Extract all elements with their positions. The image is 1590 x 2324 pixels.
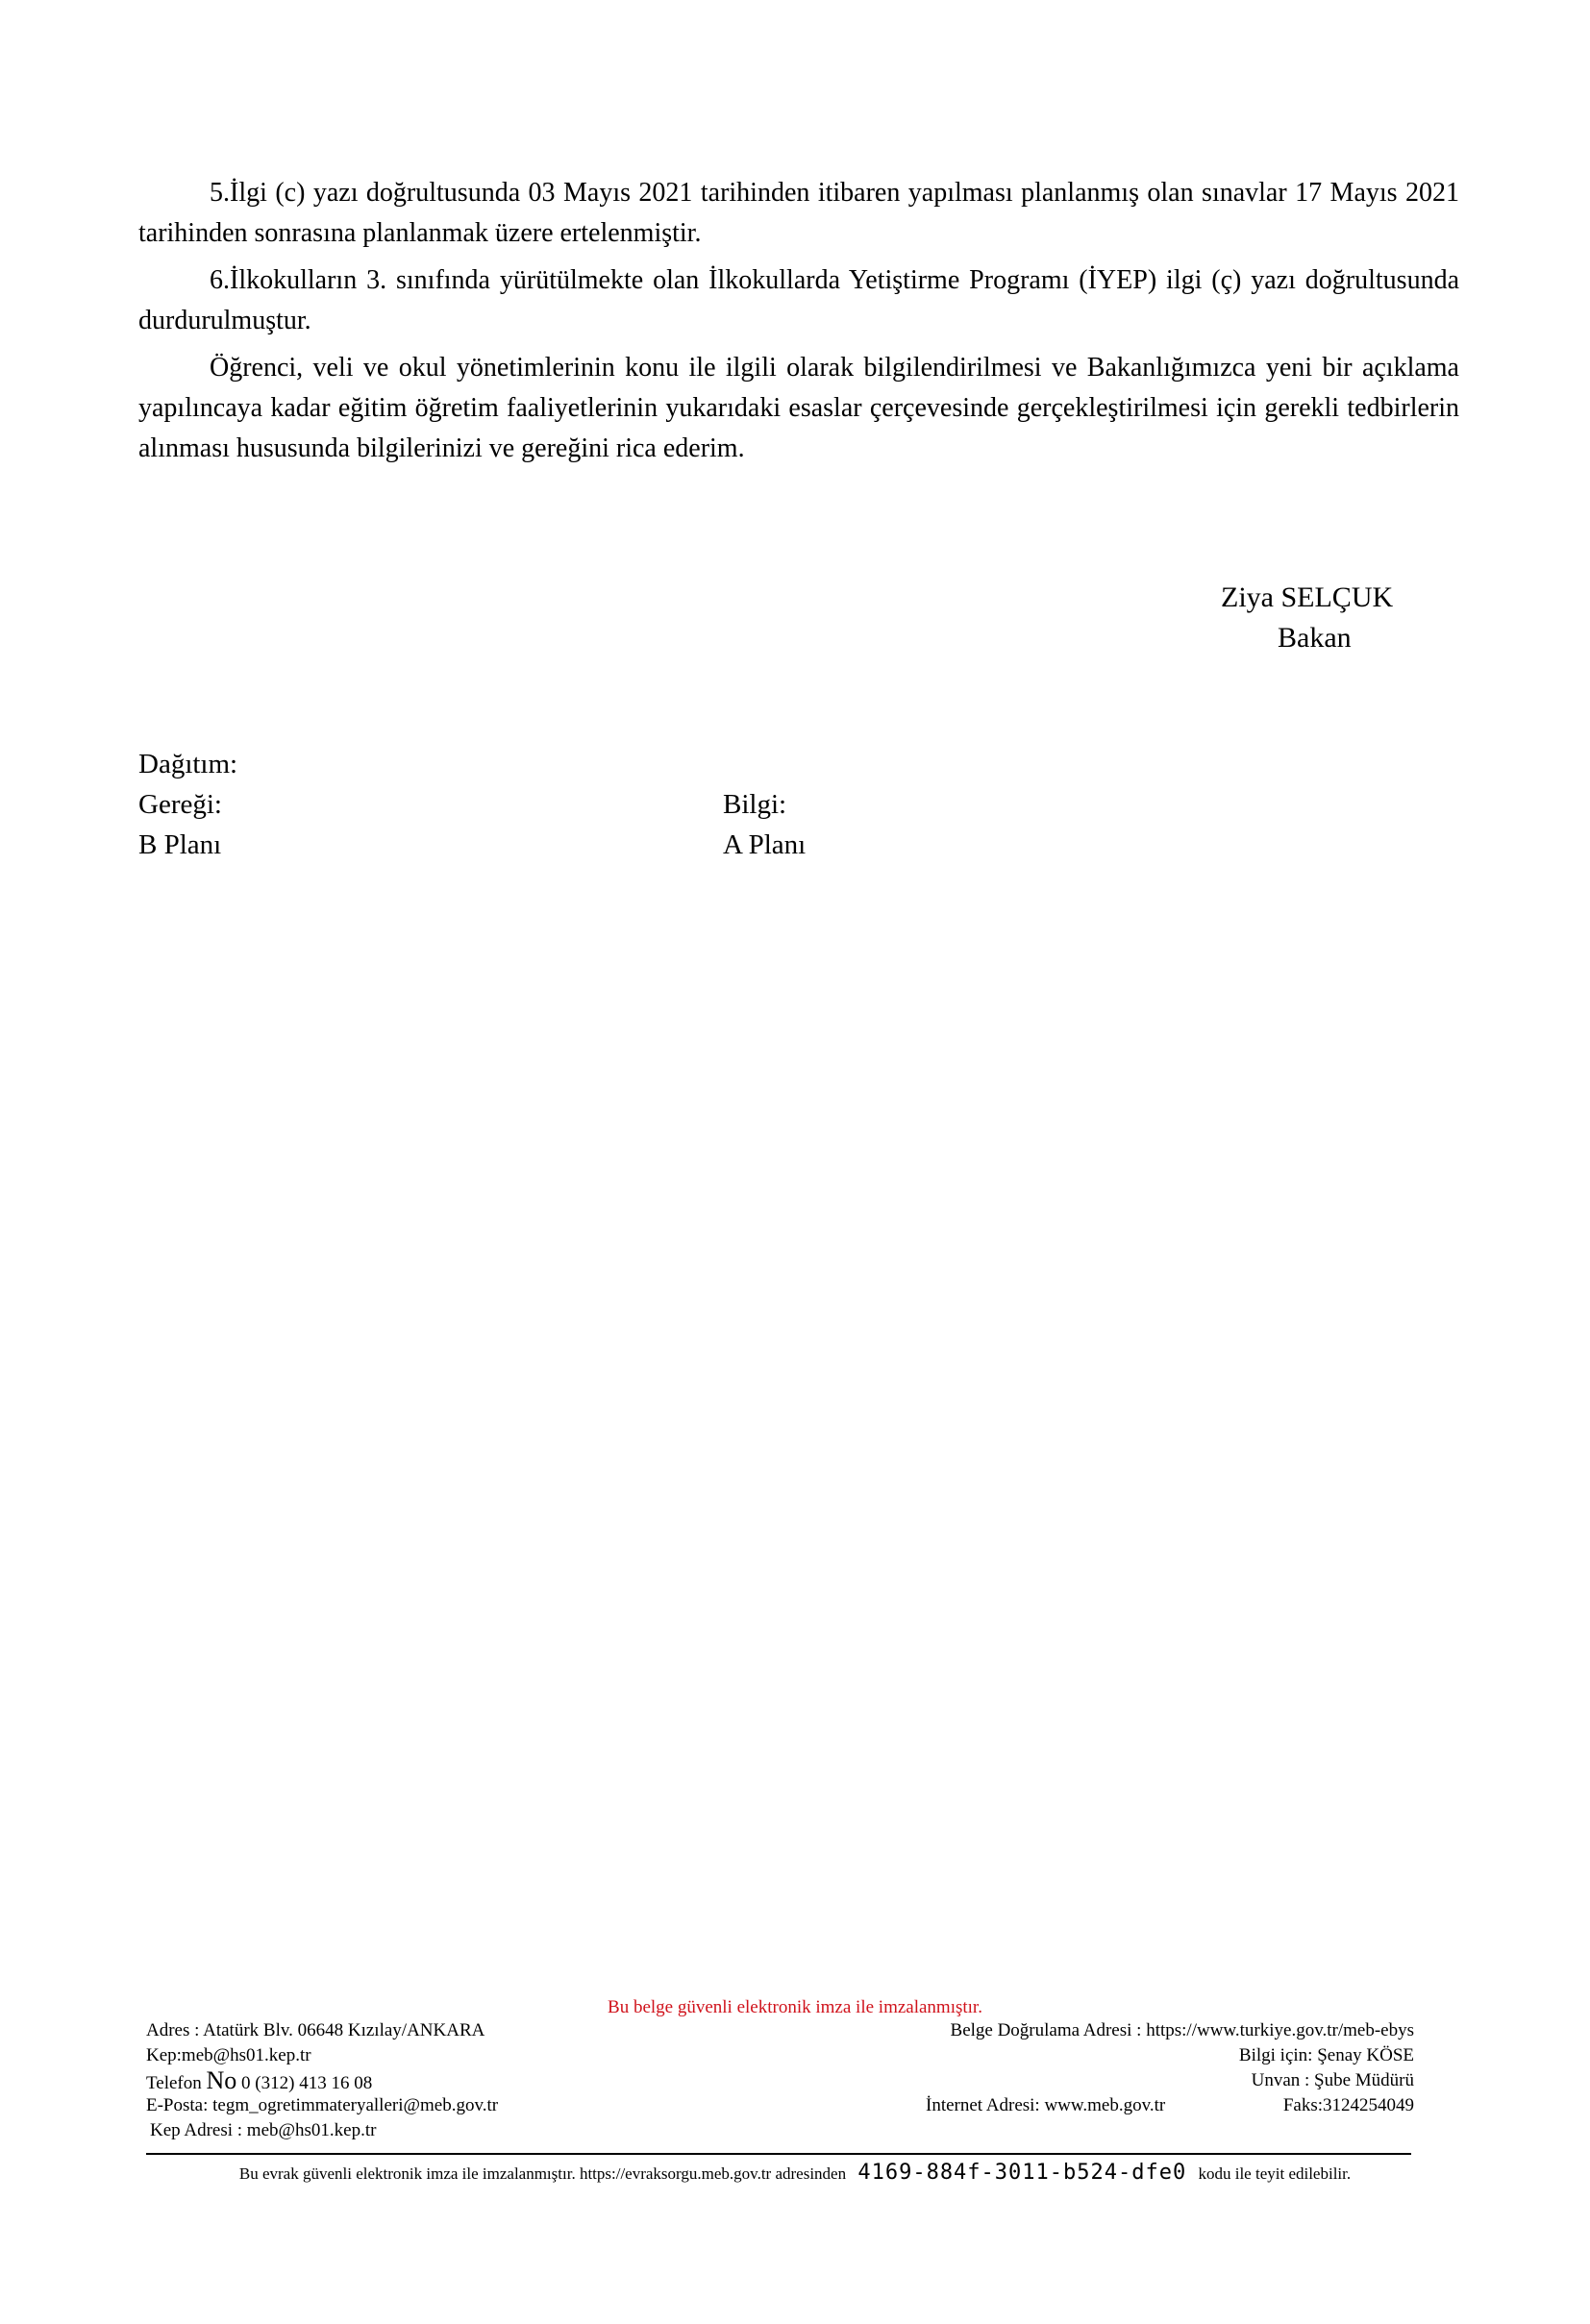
paragraph-6	[138, 260, 1459, 341]
footer-kep-adresi: Kep Adresi : meb@hs01.kep.tr	[150, 2120, 377, 2140]
verification-prefix: Bu evrak güvenli elektronik imza ile imzalanmıştır. https://evraksorgu.meb.gov.tr adresinden	[238, 2164, 847, 2183]
signatory-name: Ziya SELÇUK	[1221, 581, 1394, 613]
footer-kep: Kep:meb@hs01.kep.tr	[146, 2045, 311, 2065]
footer-bilgi-icin: Bilgi için: Şenay KÖSE	[1238, 2045, 1414, 2065]
footer-telefon-value: 0 (312) 413 16 08	[241, 2073, 373, 2093]
verification-suffix: kodu ile teyit edilebilir.	[1198, 2164, 1352, 2183]
footer-address: Adres : Atatürk Blv. 06648 Kızılay/ANKARA	[146, 2020, 485, 2040]
distribution-gereği-value: B Planı	[138, 829, 222, 860]
footer-divider	[146, 2153, 1411, 2155]
footer-faks: Faks:3124254049	[1282, 2095, 1414, 2115]
footer-telefon-no: No	[206, 2066, 237, 2094]
e-signature-notice: Bu belge güvenli elektronik imza ile imzalanmıştır.	[608, 1997, 982, 2017]
closing-paragraph-text: Öğrenci, veli ve okul yönetimlerinin konu ile ilgili olarak bilgilendirilmesi ve Bakanlığımızca yeni bir açıklama yapılıncaya kadar eğitim öğretim faaliyetlerinin yukarıdaki esaslar çerçevesinde gerçekleştirilmesi için gerekli tedbirlerin alınması hususunda bilgilerinizi ve gereğini rica ederim.	[138, 353, 1459, 463]
closing-paragraph	[138, 348, 1459, 469]
footer-eposta: E-Posta: tegm_ogretimmateryalleri@meb.gov.tr	[146, 2095, 499, 2115]
footer-internet: İnternet Adresi: www.meb.gov.tr	[926, 2095, 1166, 2115]
distribution-bilgi-label: Bilgi:	[723, 789, 787, 820]
distribution-heading: Dağıtım:	[138, 749, 238, 779]
verification-line	[0, 2161, 1590, 2187]
signatory-title: Bakan	[1278, 622, 1352, 654]
footer-belge-dogrulama: Belge Doğrulama Adresi : https://www.turkiye.gov.tr/meb-ebys	[950, 2020, 1414, 2040]
distribution-bilgi-value: A Planı	[723, 829, 807, 860]
footer-unvan: Unvan : Şube Müdürü	[1251, 2070, 1414, 2090]
paragraph-5	[138, 173, 1459, 254]
footer-telefon	[146, 2068, 372, 2096]
verification-code: 4169-884f-3011-b524-dfe0	[857, 2161, 1187, 2185]
paragraph-6-text: 6.İlkokulların 3. sınıfında yürütülmekte olan İlkokullarda Yetiştirme Programı (İYEP) ilgi (ç) yazı doğrultusunda durdurulmuştur.	[138, 265, 1459, 335]
paragraph-5-text: 5.İlgi (c) yazı doğrultusunda 03 Mayıs 2021 tarihinden itibaren yapılması planlanmış olan sınavlar 17 Mayıs 2021 tarihinden sonrasına planlanmak üzere ertelenmiştir.	[138, 178, 1459, 248]
footer-telefon-label: Telefon	[146, 2073, 202, 2093]
distribution-gereği-label: Gereği:	[138, 789, 222, 820]
